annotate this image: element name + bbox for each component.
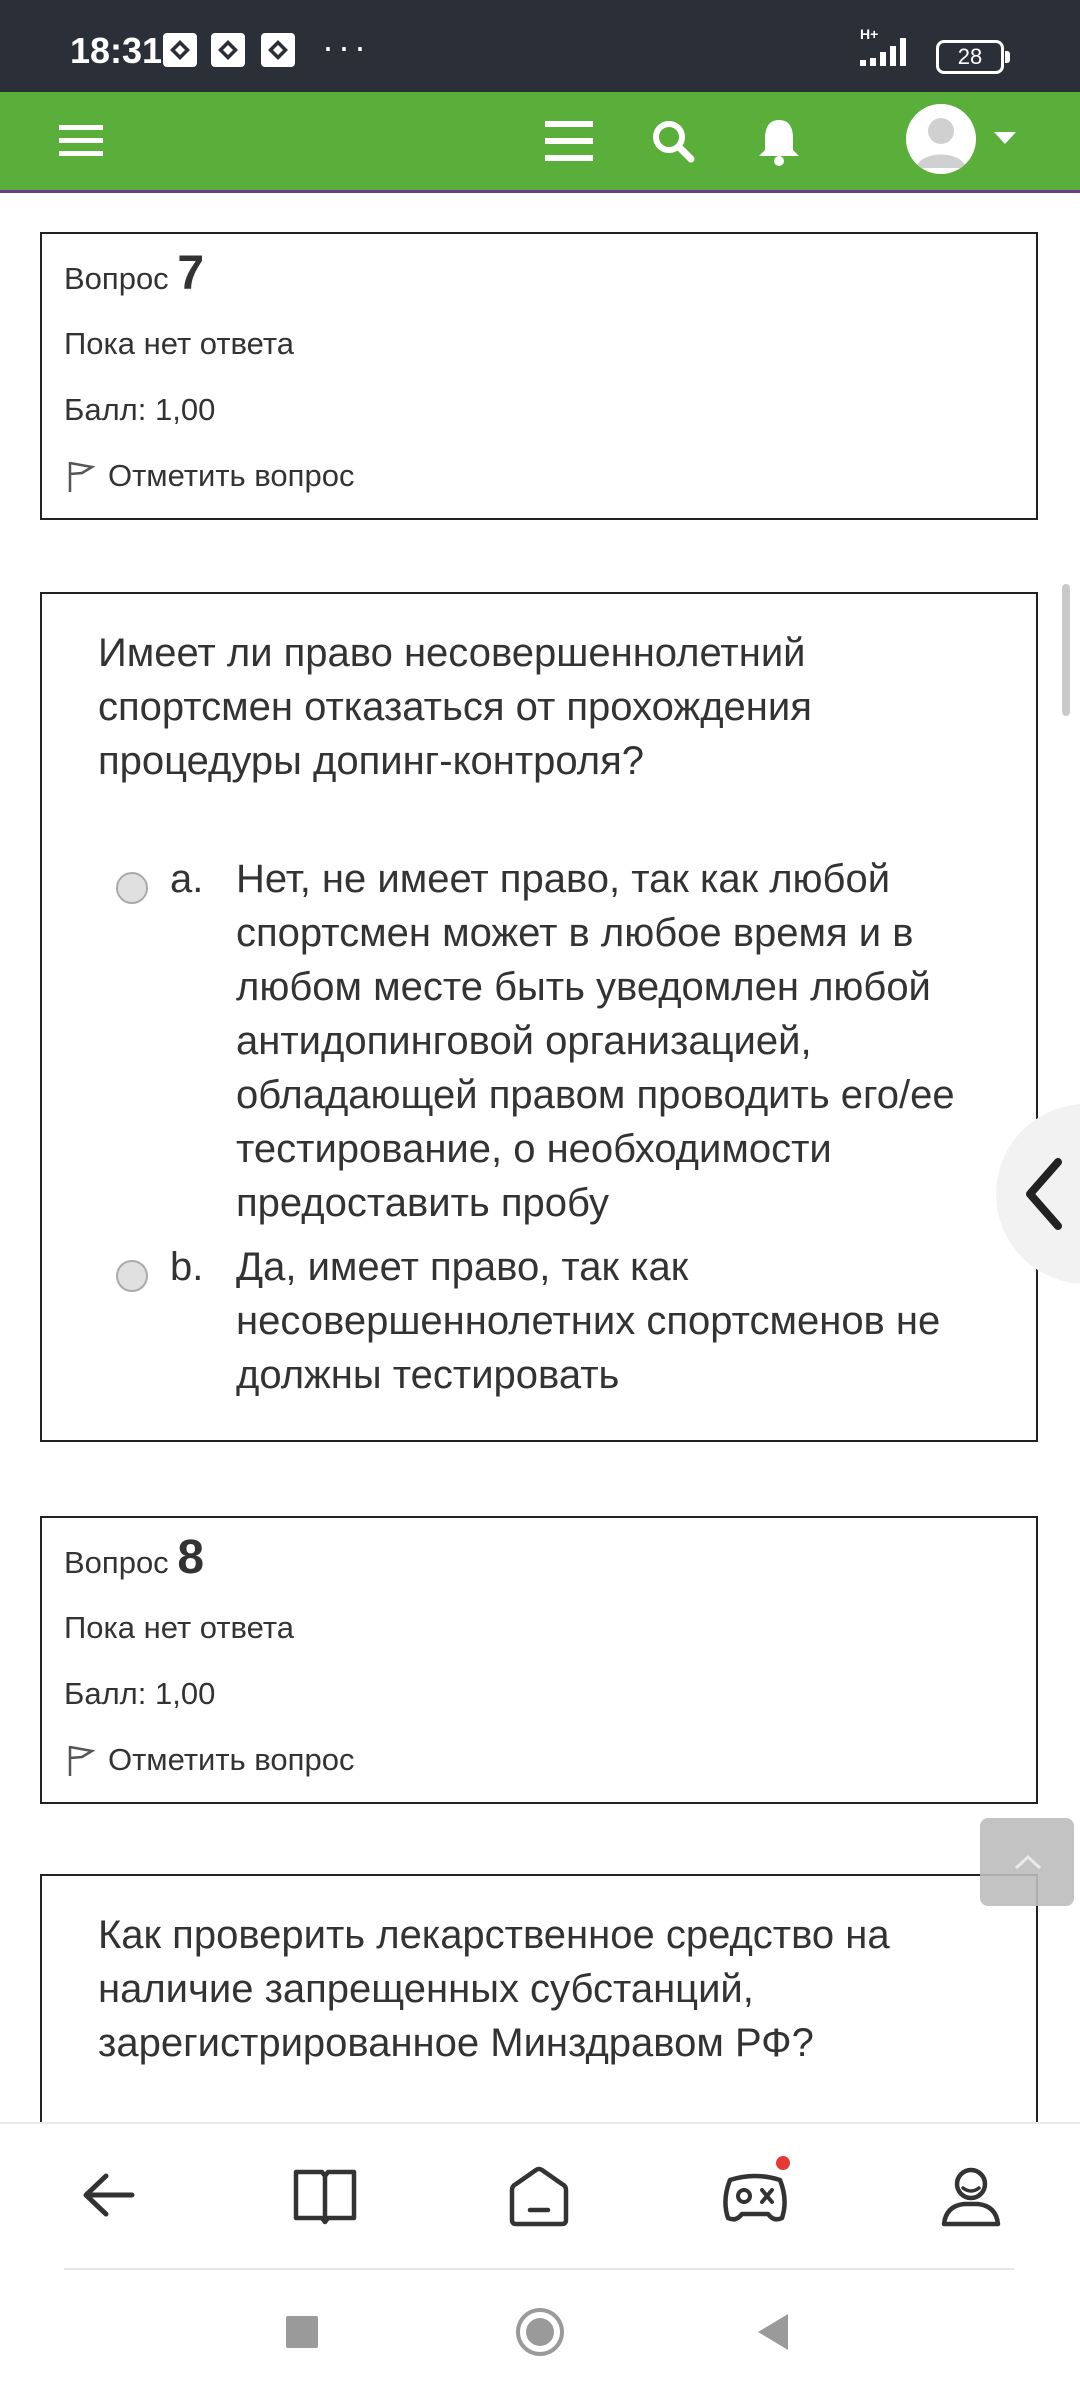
option-text-line: спортсмен может в любое время и в [236,911,914,955]
option-text-line: любом месте быть уведомлен любой [236,965,931,1009]
menu-icon[interactable] [50,110,112,172]
option-text-line: Нет, не имеет право, так как любой [236,857,891,901]
question-info-7 [40,232,1038,520]
gamepad-icon[interactable] [720,2160,790,2230]
question-text-line: спортсмен отказаться от прохождения [98,685,812,729]
back-arrow-icon[interactable] [74,2160,144,2230]
notification-badge [776,2156,790,2170]
answer-status: Пока нет ответа [64,1610,294,1645]
question-number-value: 8 [177,1531,205,1584]
back-triangle-icon[interactable] [754,2312,792,2352]
question-number-value: 7 [177,247,205,300]
question-content-8 [40,1874,1038,2134]
status-time: 18:31 [70,30,163,71]
radio-button-a[interactable] [116,872,148,904]
list-icon[interactable] [538,110,600,172]
radio-button-b[interactable] [116,1260,148,1292]
recent-apps-icon[interactable] [284,2314,320,2350]
notification-app-icon [162,32,198,68]
profile-icon[interactable] [936,2160,1006,2230]
question-number [64,1530,204,1585]
option-letter: b. [170,1245,204,1289]
question-label: Вопрос [64,1545,169,1580]
question-number [64,246,204,301]
flag-question-link[interactable]: Отметить вопрос [108,1742,355,1777]
network-type: H+ [860,26,879,42]
question-content-7 [40,592,1038,1442]
option-text-line: предоставить пробу [236,1181,610,1225]
answer-option-a[interactable] [116,852,1016,1232]
answer-status: Пока нет ответа [64,326,294,361]
question-info-8 [40,1516,1038,1804]
chevron-up-icon [1014,1854,1042,1870]
answer-option-b[interactable] [116,1240,1016,1410]
more-notifications: ··· [322,26,370,67]
home-circle-icon[interactable] [514,2306,566,2358]
scrollbar[interactable] [1062,584,1070,716]
notification-app-icon [210,32,246,68]
option-text-line: несовершеннолетних спортсменов не [236,1299,941,1343]
flag-question-link[interactable]: Отметить вопрос [108,458,355,493]
question-text-line: наличие запрещенных субстанций, [98,1967,754,2011]
question-text-line: Как проверить лекарственное средство на [98,1913,890,1957]
option-text [236,852,1016,1230]
system-navigation-bar [0,2270,1080,2400]
question-score: Балл: 1,00 [64,392,216,427]
option-text [236,1240,1016,1402]
flag-icon[interactable] [64,1744,96,1778]
battery-indicator: 28 [936,40,1004,74]
option-text-line: обладающей правом проводить его/ее [236,1073,955,1117]
option-text-line: должны тестировать [236,1353,620,1397]
option-letter: a. [170,857,204,901]
home-icon[interactable] [504,2160,574,2230]
book-icon[interactable] [290,2160,360,2230]
app-bar [0,92,1080,193]
status-bar [0,0,1080,92]
option-text-line: тестирование, о необходимости [236,1127,832,1171]
chevron-left-icon [1022,1158,1066,1230]
question-text-line: зарегистрированное Минздравом РФ? [98,2021,814,2065]
caret-down-icon[interactable] [994,132,1016,144]
notification-app-icon [260,32,296,68]
question-text [98,626,978,788]
option-text-line: антидопинговой организацией, [236,1019,812,1063]
back-to-top-button[interactable] [980,1818,1074,1906]
question-text [98,1908,978,2070]
search-icon[interactable] [642,110,704,172]
bottom-navigation [0,2122,1080,2270]
question-label: Вопрос [64,261,169,296]
flag-icon[interactable] [64,460,96,494]
option-text-line: Да, имеет право, так как [236,1245,689,1289]
signal-icon [856,26,920,75]
bell-icon[interactable] [748,110,810,172]
avatar[interactable] [906,104,976,174]
question-text-line: процедуры допинг-контроля? [98,739,645,783]
question-score: Балл: 1,00 [64,1676,216,1711]
question-text-line: Имеет ли право несовершеннолетний [98,631,806,675]
